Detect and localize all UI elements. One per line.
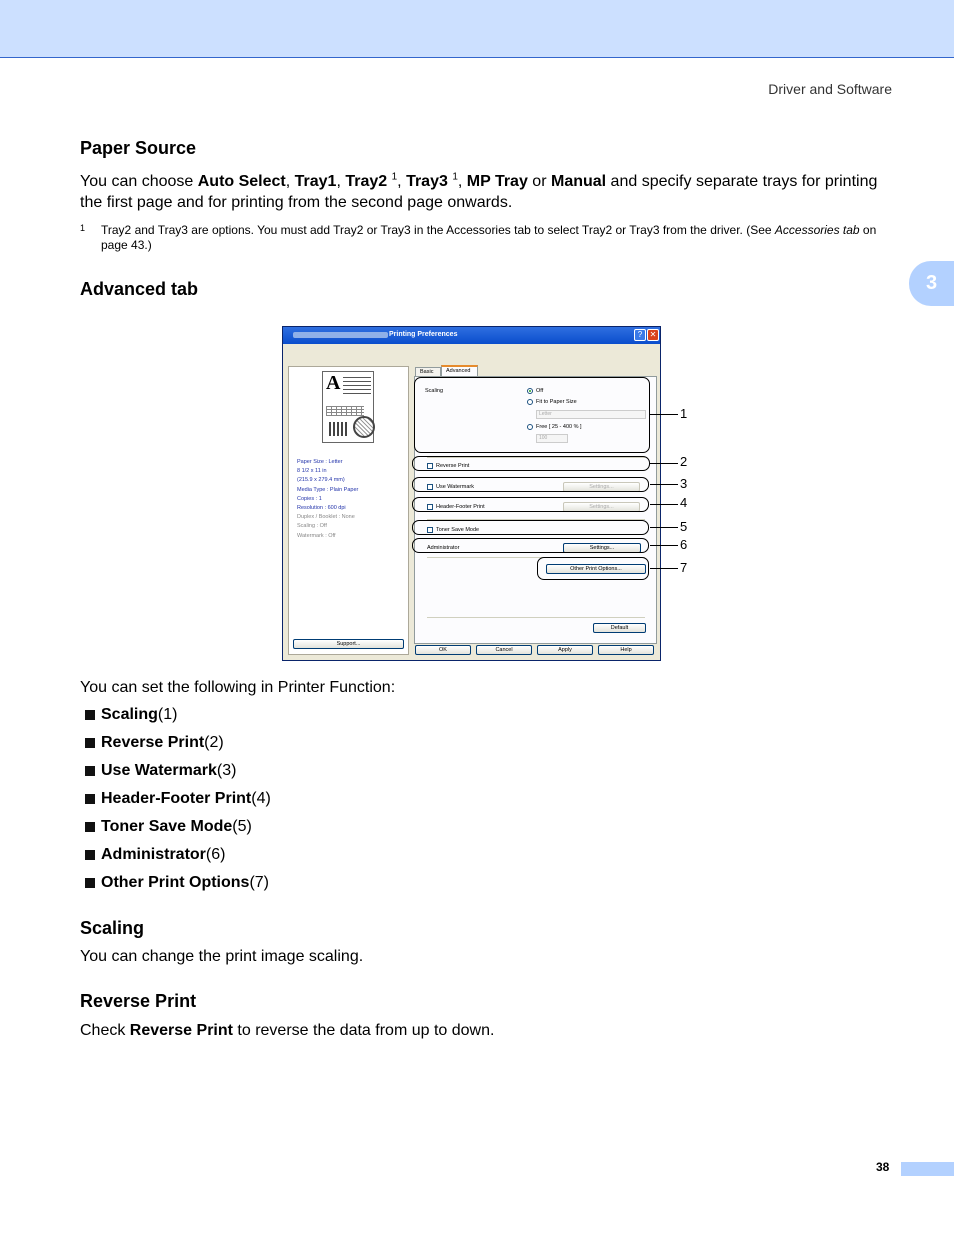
paper-size-select[interactable]: Letter bbox=[536, 410, 646, 419]
reverse-print-paragraph: Check Reverse Print to reverse the data from up to down. bbox=[80, 1022, 495, 1039]
list-item: Use Watermark (3) bbox=[85, 761, 271, 789]
default-button[interactable]: Default bbox=[593, 623, 646, 633]
list-item: Other Print Options (7) bbox=[85, 873, 271, 901]
window-title: Printing Preferences bbox=[389, 331, 458, 338]
close-icon[interactable]: ✕ bbox=[647, 329, 659, 341]
heading-scaling: Scaling bbox=[80, 918, 145, 938]
other-print-options-button[interactable]: Other Print Options... bbox=[546, 564, 646, 574]
window-titlebar bbox=[283, 327, 660, 344]
chapter-tab: 3 bbox=[909, 261, 954, 306]
bullet-square-icon bbox=[85, 822, 95, 832]
callout-number-7: 7 bbox=[680, 560, 688, 575]
printer-function-list bbox=[85, 705, 271, 901]
callout-frame-7 bbox=[537, 557, 649, 580]
bullet-square-icon bbox=[85, 794, 95, 804]
document-preview-icon: A bbox=[322, 371, 374, 443]
heading-paper-source: Paper Source bbox=[80, 138, 197, 158]
administrator-label: Administrator bbox=[427, 545, 460, 551]
callout-frame-5 bbox=[412, 520, 649, 535]
tab-basic[interactable]: Basic bbox=[415, 367, 441, 377]
list-item: Scaling (1) bbox=[85, 705, 271, 733]
scaling-label: Scaling bbox=[425, 388, 444, 394]
heading-advanced-tab: Advanced tab bbox=[80, 279, 199, 299]
ok-button[interactable]: OK bbox=[415, 645, 471, 655]
blurred-printer-name bbox=[293, 332, 388, 338]
callout-number-3: 3 bbox=[680, 476, 688, 491]
callout-frame-3 bbox=[412, 477, 649, 492]
free-percent-stepper[interactable]: 100 bbox=[536, 434, 568, 443]
administrator-settings-button[interactable]: Settings... bbox=[563, 543, 641, 553]
page-number-bar bbox=[901, 1162, 954, 1176]
list-item: Reverse Print (2) bbox=[85, 733, 271, 761]
bullet-square-icon bbox=[85, 766, 95, 776]
cancel-button[interactable]: Cancel bbox=[476, 645, 532, 655]
callout-frame-2 bbox=[412, 456, 650, 471]
advanced-panel: Scaling Off Fit to Paper Size Letter Free [ 25 - 400 % ] 100 Reverse Print Use Watermark Settings... Header-Footer Print Settings... Toner Save Mode Administrator Settings... Other Print Options... Default bbox=[414, 376, 657, 644]
list-item: Administrator (6) bbox=[85, 845, 271, 873]
header-band bbox=[0, 0, 954, 58]
apply-button[interactable]: Apply bbox=[537, 645, 593, 655]
heading-reverse-print: Reverse Print bbox=[80, 991, 197, 1011]
magnifier-icon bbox=[353, 416, 375, 438]
callout-frame-6 bbox=[412, 538, 649, 553]
bullet-square-icon bbox=[85, 710, 95, 720]
callout-number-5: 5 bbox=[680, 519, 688, 534]
callout-frame-4 bbox=[412, 497, 649, 512]
bullet-square-icon bbox=[85, 878, 95, 888]
callout-number-1: 1 bbox=[680, 406, 688, 421]
callout-number-2: 2 bbox=[680, 454, 688, 469]
watermark-settings-button[interactable]: Settings... bbox=[563, 482, 640, 492]
support-button[interactable]: Support... bbox=[293, 639, 404, 649]
callout-number-6: 6 bbox=[680, 537, 688, 552]
printer-function-intro: You can set the following in Printer Function: bbox=[80, 679, 396, 696]
page-number: 38 bbox=[876, 1160, 890, 1174]
help-icon[interactable]: ? bbox=[634, 329, 646, 341]
callout-frame-1 bbox=[414, 377, 650, 453]
paper-source-paragraph: You can choose Auto Select, Tray1, Tray2 $^1$, Tray3 $^1$, MP Tray or Manual and specify separate trays for printing the first page and for printing from the second page onwards. bbox=[80, 171, 878, 211]
preview-pane bbox=[288, 366, 409, 655]
settings-summary: Paper Size : Letter 8 1/2 x 11 in (215.9 x 279.4 mm) Media Type : Plain Paper Copies : 1 Resolution : 600 dpi Duplex / Booklet : None Scaling : Off Watermark : Off bbox=[297, 459, 359, 539]
list-item: Header-Footer Print (4) bbox=[85, 789, 271, 817]
bullet-square-icon bbox=[85, 850, 95, 860]
help-button[interactable]: Help bbox=[598, 645, 654, 655]
scaling-paragraph: You can change the print image scaling. bbox=[80, 948, 364, 965]
list-item: Toner Save Mode (5) bbox=[85, 817, 271, 845]
running-head: Driver and Software bbox=[768, 81, 892, 97]
bullet-square-icon bbox=[85, 738, 95, 748]
tab-advanced[interactable]: Advanced bbox=[441, 365, 478, 377]
header-footer-settings-button[interactable]: Settings... bbox=[563, 502, 640, 512]
callout-number-4: 4 bbox=[680, 495, 688, 510]
footnote-link[interactable]: Accessories tab bbox=[774, 223, 860, 237]
